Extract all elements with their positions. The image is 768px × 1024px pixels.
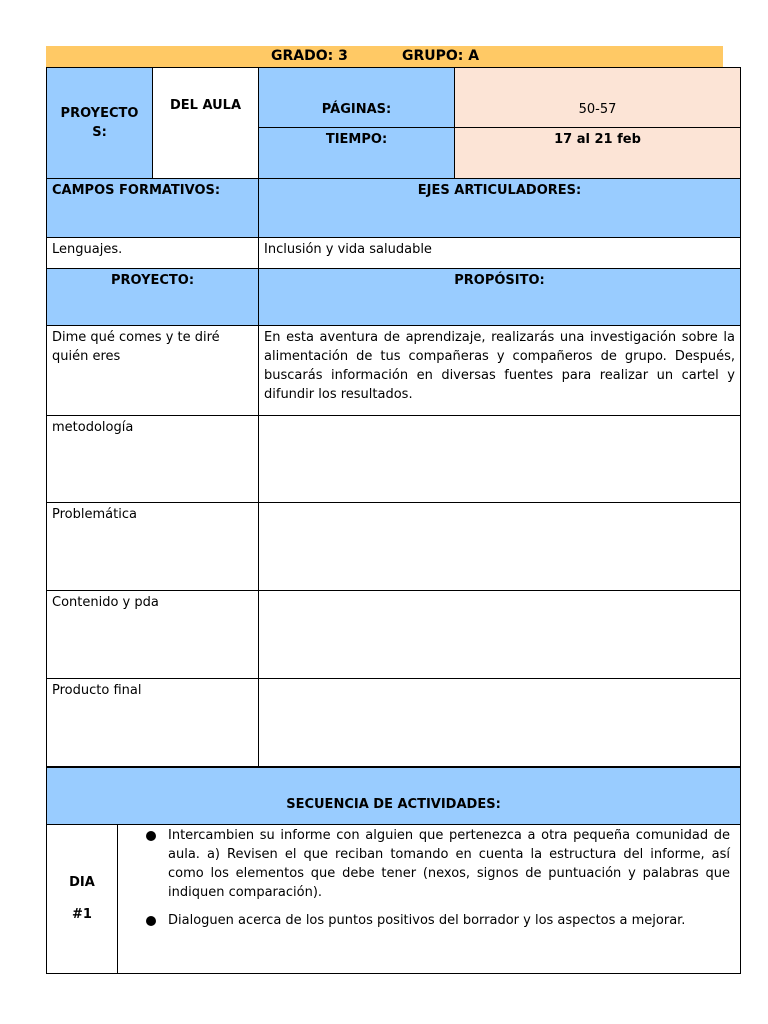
day-label: DIA [69,875,95,890]
problematica-label: Problemática [52,507,137,522]
bullet-icon [146,831,156,841]
secuencia-title: SECUENCIA DE ACTIVIDADES: [286,797,501,812]
proyectos-label: PROYECTO S: [60,106,139,140]
proposito-value: En esta aventura de aprendizaje, realizarás una investigación sobre la alimentación de tus compañeras y compañeros de grupo. Después, buscarás información en diversas fuentes para realizar un cartel y difundir los resultados. [264,330,735,402]
problematica-label-cell [47,503,259,591]
contenido-label: Contenido y pda [52,595,159,610]
tiempo-value: 17 al 21 feb [554,132,641,147]
campos-label: CAMPOS FORMATIVOS: [52,183,221,198]
paginas-value-cell [455,68,741,128]
producto-label-cell [47,679,259,767]
activity-text: Intercambien su informe con alguien que pertenezca a otra pequeña comunidad de aula. a) Revisen el que reciban tomando en cuenta la estructura del informe, así como los elementos que debe tener (nexos, signos de puntuación y palabras que indiquen comparación). [168,828,730,900]
metodologia-value-cell [259,416,741,503]
grupo-label: GRUPO: A [402,48,480,64]
producto-label: Producto final [52,683,142,698]
ejes-value: Inclusión y vida saludable [264,242,432,257]
proyecto-value-cell [47,326,259,416]
contenido-label-cell [47,591,259,679]
paginas-label-cell [259,68,455,128]
metodologia-label: metodología [52,420,134,435]
activities-cell [118,825,741,974]
list-item [118,911,740,930]
tiempo-label-cell [259,128,455,179]
proposito-value-cell [259,326,741,416]
contenido-value-cell [259,591,741,679]
proyecto-label: PROYECTO: [110,273,195,288]
metodologia-label-cell [47,416,259,503]
proyecto-value: Dime qué comes y te diré quién eres [52,330,220,364]
proposito-label: PROPÓSITO: [454,273,545,288]
activity-list [118,826,740,930]
activity-text: Dialoguen acerca de los puntos positivos del borrador y los aspectos a mejorar. [168,913,686,928]
paginas-value: 50-57 [578,102,617,117]
day-number: #1 [72,907,92,922]
proyectos-value: DEL AULA [169,98,242,113]
plan-table [46,67,741,767]
campos-label-cell [47,179,259,238]
secuencia-table [46,767,741,974]
tiempo-value-cell [455,128,741,179]
paginas-label: PÁGINAS: [321,102,392,117]
header-bar [46,46,723,67]
ejes-label: EJES ARTICULADORES: [417,183,582,198]
list-item [118,826,740,902]
secuencia-title-cell [47,768,741,825]
campos-value: Lenguajes. [52,242,123,257]
proyectos-value-cell [153,68,259,179]
tiempo-label: TIEMPO: [325,132,388,147]
proyectos-label-cell [47,68,153,179]
proposito-label-cell [259,269,741,326]
bullet-icon [146,916,156,926]
campos-value-cell [47,238,259,269]
problematica-value-cell [259,503,741,591]
proyecto-label-cell [47,269,259,326]
grado-label: GRADO: 3 [271,48,348,64]
ejes-value-cell [259,238,741,269]
ejes-label-cell [259,179,741,238]
producto-value-cell [259,679,741,767]
day-cell [47,825,118,974]
